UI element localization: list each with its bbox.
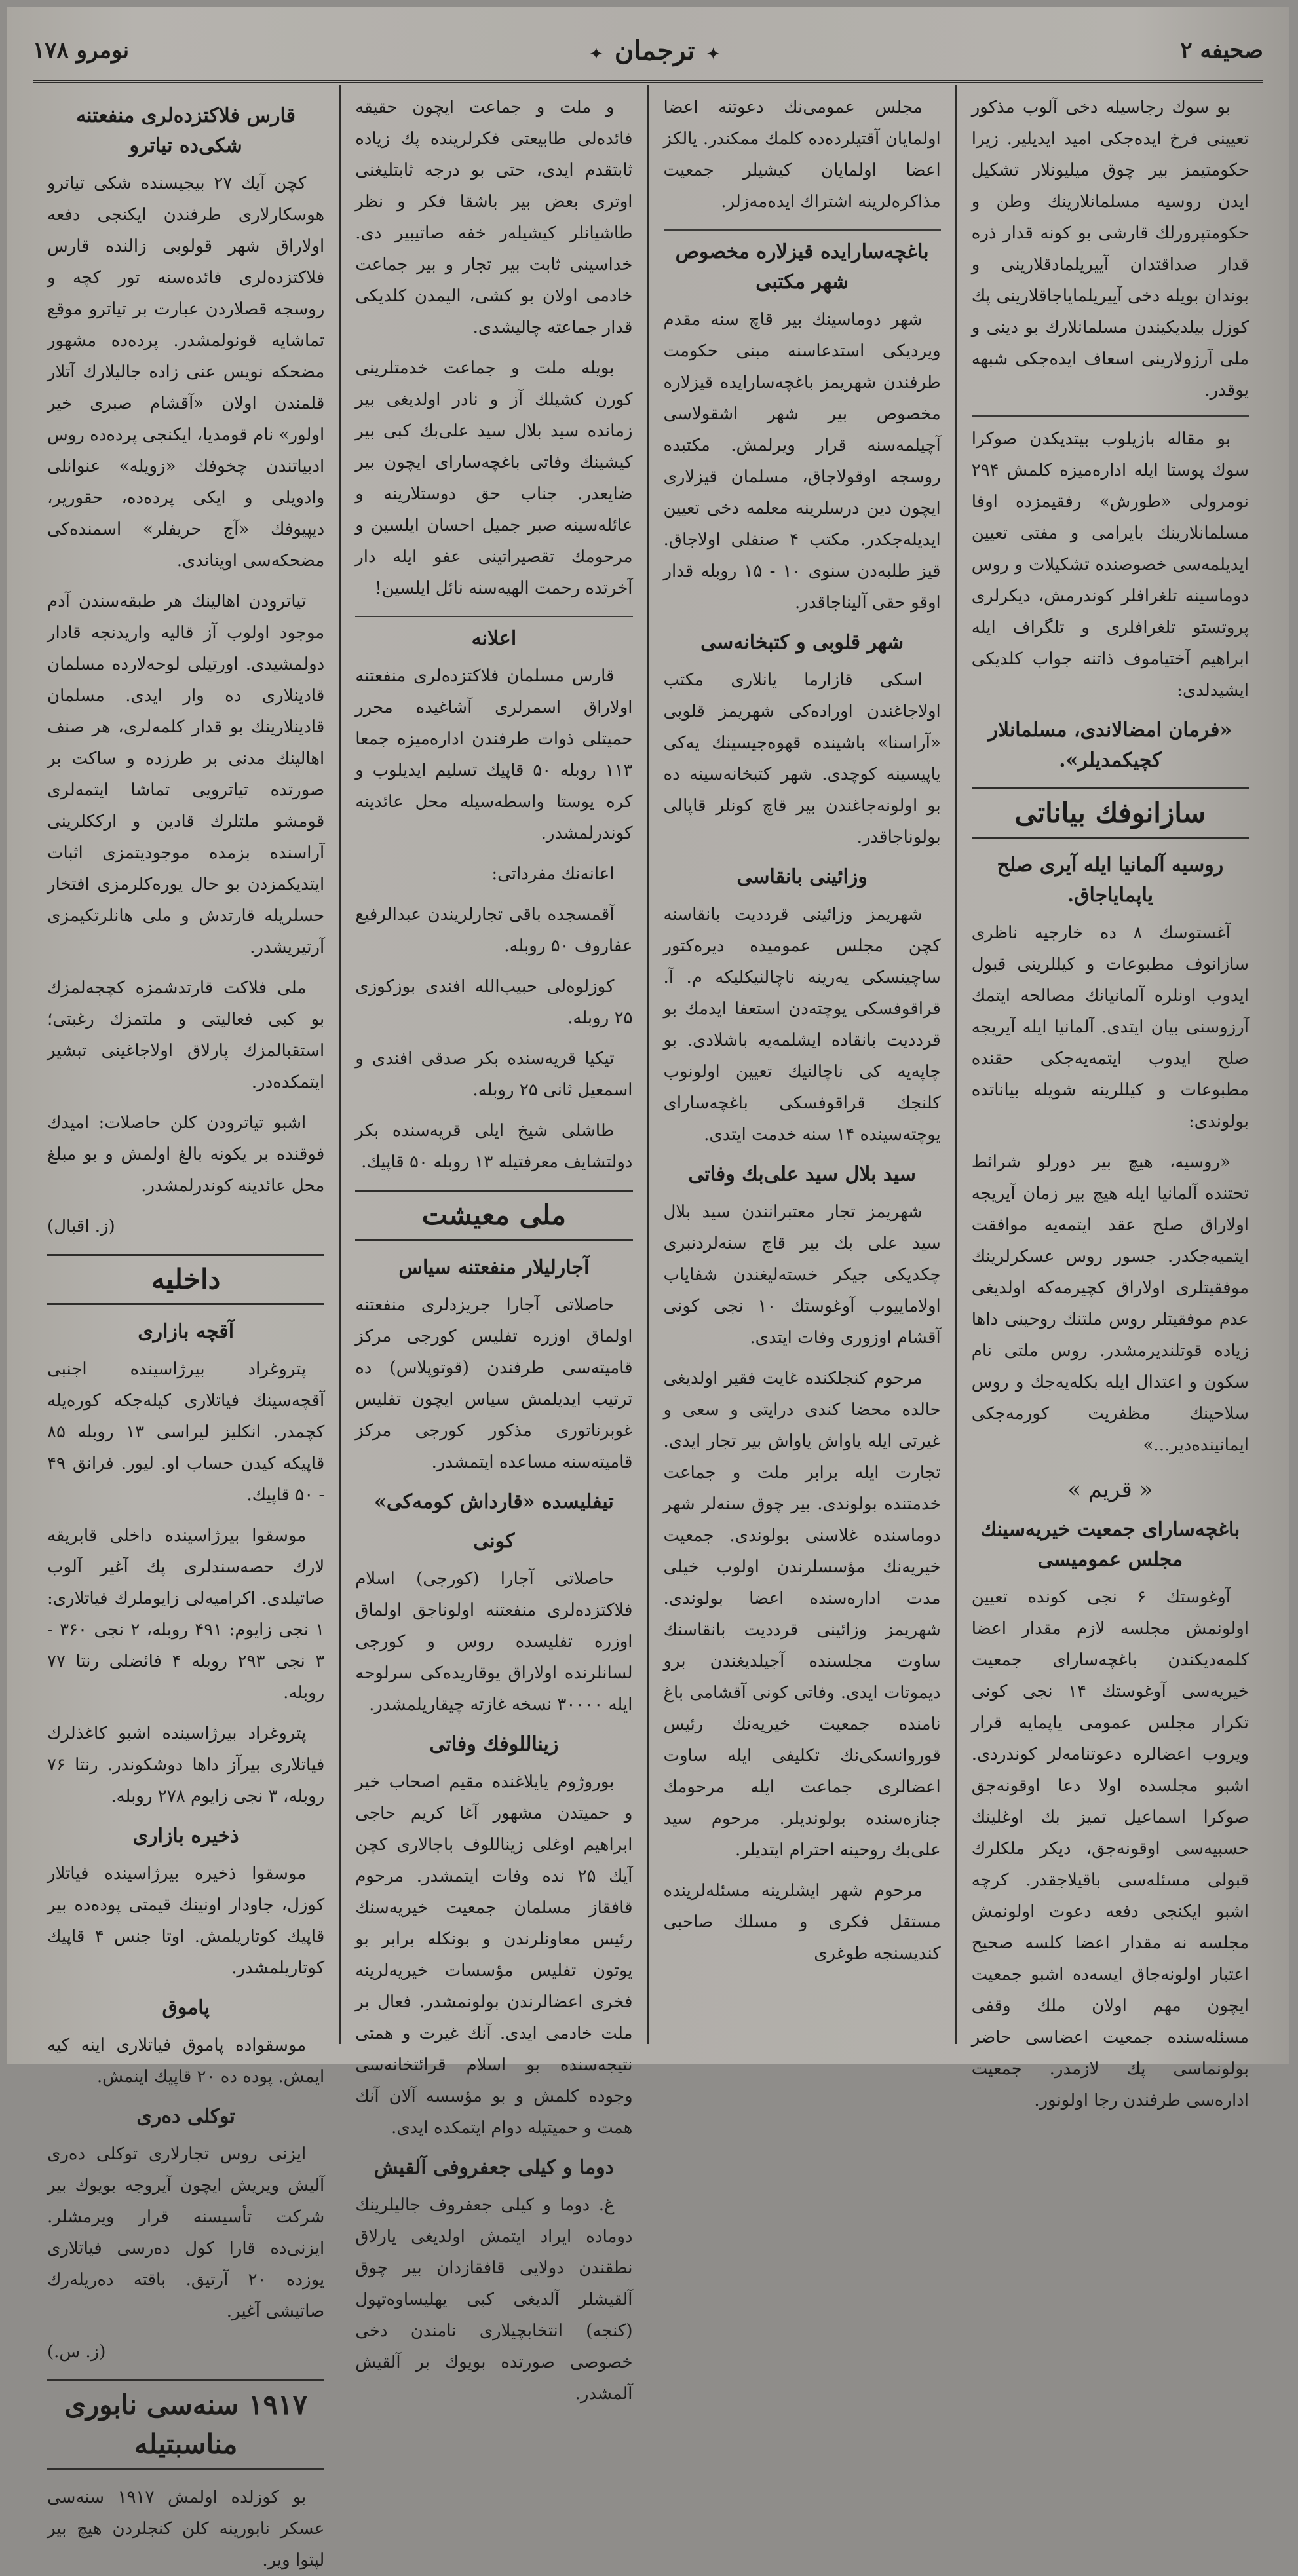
masthead-title: ترجمان [614,35,695,66]
ornament-icon: ✦ [589,44,603,64]
article-paragraph: شهریمز تجار معتبرانندن سید بلال سید علی بك بیر قاچ سنه‌لردنبری چكدیكی جیكر خسته‌لیغندن شفایاب اولاماییوب آوغوستك ۱۰ نجی كونی آقشام اوزوری وفات ایتدی. [663,1202,941,1348]
author-signature: (ز. س.) [47,2342,106,2362]
section-title-domestic: داخلیه [47,1254,324,1305]
headline-jafarov-applause: دوما و كیلی جعفروفی آلقیش [373,2156,614,2179]
masthead [581,35,728,66]
article-paragraph: ملی فلاكت قارتدشمزه كچجه‌لمزك بو كبی فعالیتی و ملتمزك رغبتی؛ استقبالمزك پارلاق اولاجاغینی تبشیر ایتمكده‌در. [47,978,325,1092]
section-title-crimea: « قریم » [1067,1477,1153,1503]
article-paragraph: حاصلاتی آجارا جریزدلری منفعتنه اولماق اوزره تفلیس كورجی مركز قامیته‌سی طرفندن (قوتوپلاس) ده ترتیب ایدیلمش سیاس ایچون تفلیس غوبرناتوری مذكور كورجی مركز قامیته‌سنه مساعده ایتمشدر. [355,1295,633,1472]
section-title-national-life: ملی معیشت [355,1190,632,1241]
ornament-icon: ✦ [706,44,721,64]
columns [33,85,1263,2570]
article-paragraph: اسكی قازارما یانلاری مكتب اولاجاغندن اوراده‌كی شهریمز قلوبی «آراسنا» باشینده قهوه‌جیسینك یه‌كی یاپیسینه كوچدی. شهر كتبخانه‌سینه ده بو اولونه‌جاغندن بیر قاچ كونلر قاپالی بولوناجاقدر. [663,670,941,847]
article-paragraph: شهر دوماسینك بیر قاچ سنه مقدم ویردیكی استدعاسنه مبنی حكومت طرفندن شهریمز باغچه‌سارایده قیزلاره مخصوص بیر شهر اشقولاسی آچیلمه‌سنه قرار ویرلمش. مكتبده روسجه اوقولاجاق، مسلمان قیزلاری ایچون دین درسلرینه معلمه دخی تعیین ایدیله‌جكدر. مكتب ۴ صنفلی اولاجاق. قیز طلبه‌دن سنوی ۱۰ - ۱۵ روبله قدار اوقو حقی آلیناجاقدر. [663,310,941,613]
article-paragraph: غ. دوما و كیلی جعفروف جالیلرینك دوماده ایراد ایتمش اولدیغی یارلاق نطقندن دولایی قافقازدان بیر چوق آلقیشلر آلدیغی كبی یهلیساوه‌تپول (كنجه) انتخابچیلاری نامندن دخی خصوصی صورتده بویوك بر آلقیش آلمشدر. [355,2195,633,2404]
article-paragraph: مرحوم شهر ایشلرینه مسئله‌لرینده مستقل فكری و مسلك صاحبی كندیسنجه طوغری [663,1881,941,1963]
donation-item: تیكیا قریه‌سنده بكر صدقی افندی و اسمعیل ثانی ۲۵ روبله. [355,1049,633,1100]
headline-day: كونی [473,1530,515,1553]
article-paragraph: شهریمز وزائینی قرددیت بانقاسنه كچن مجلس عمومیده دیرەكتور ساچینسكی یه‌رینه ناچالنیكلیكه م. آ. قراقوفسكی یوچته‌دن استعفا ایدمك بو قرددیت بانقاده ایشلمه‌یه باشلادی. بو چاپه‌یه كی ناچالنیك تعیین اولونوب كلنجك قراقوفسكی باغچه‌سارای یوچته‌سینده ۱۴ سنه خدمت ایتدی. [663,905,941,1145]
column-4 [33,85,339,2570]
headline-announcement: اعلانه [355,616,632,654]
article-paragraph: مرحوم كنجلكنده غایت فقیر اولدیغی حالده محضا كندی درایتی و سعی و غیرتی ایله یاواش یاواش بیر تجار ایدی. تجارت ایله برابر ملت و جماعت خدمتنده بولوندی. بیر چوق سنه‌لر شهر دوماسنده غلاسنی بولوندی. جمعیت خیریه‌نك مؤسسلرندن اولوب خیلی مدت اداره‌سنده اعضا بولوندی. شهریمز وزائینی قرددیت بانقاسنك ساوت مجلسنده آجیلدیغندن برو دیموتات ایدی. وفاتی كونی آقشامی باغ نامنده جمعیت خیریه‌نك رئیس قوروانسكی‌نك تكلیفی ایله ساوت اعضالری جماعت ایله مرحومك جنازه‌سنده بولوندیلر. مرحوم سید علی‌بك روحینه احترام ایتدیلر. [663,1369,941,1860]
donation-item: طاشلی شیخ ایلی قریه‌سنده بكر دولتشایف معرفتیله ۱۳ روبله ۵۰ قاپیك. [355,1121,633,1172]
article-paragraph: كچن آیك ۲۷ بیجیسنده شكی تیاترو هوسكارلاری طرفندن ایكنجی دفعه اولاراق شهر قولوبی زالنده قارس فلاكتزده‌لری فائده‌سنه تور كچه و روسجه قصلاردن عبارت بر تیاترو موقع تماشایه قونولمشدر. پرده‌ده مشهور مضحكه نویس عنی زاده جالیلارك آتلار قلمندن اولان «آقشام صبری خیر اولور» نام قومدیا، ایكنجی پرده‌ده روس ادبیاتندن چخوفك «زویله» عنوانلی وادویلی و ایكی پرده‌ده، حقوریر، دیپیوفك «آج حریفلر» اسمنده‌كی مضحكه‌سی اویناندی. [47,174,325,571]
article-paragraph: اعانه‌نك مفرداتی: [491,864,615,884]
article-paragraph: موسقواده پاموق فیاتلاری اینه كیه ایمش. پوده ده ۲۰ قاپیك اینمش. [47,2036,325,2087]
article-paragraph: بو مقاله بازیلوب بیتدیكدن صوكرا سوك پوستا ایله اداره‌میزه كلمش ۲۹۴ نومرولی «طورش» رفقیمزده اوفا مسلمانلارینك بایرامی و مفتی تعیین ایدیلمه‌سی خصوصنده تشكیلات و روس دوماسینه تلغرافلر كوندرمش، دیكرلری پروتستو تلغرافلری و تلگراف ایله ابراهیم آختیاموف ذاتنه جواب كلدیكی ایشیدلدی: [972,415,1249,706]
donation-item: آقمسجده باقی تجارلریندن عبدالرفیع عفاروف ۵۰ روبله. [355,905,633,956]
article-paragraph: بو سوك رجاسیله دخی آلوب مذكور تعیینی فرخ ایده‌جكی امید ایدیلیر. زیرا حكومتیمز بیر چوق میلیونلار تشكیل ایدن روسیه مسلمانلارینك وطن و حكومتپرورلك قارشی بو كونه قدار ذره قدار صداقتدان آییریلما‌دقلارینی و بوندان بویله دخی آییریلمایاجاقلارینی پك كوزل بیلدیكیندن مسلمانلارك بو دینی و ملی آرزولارینی اسعاف ایده‌جكی شبهه یوقدر. [971,98,1249,400]
article-paragraph: بویله ملت و جماعت خدمتلرینی كورن كشیلك آز و نادر اولدیغی بیر زمانده سید بلال سید علی‌بك كبی بیر كیشینك وفاتی باغچه‌سارای ایچون بیر ضایعدر. جناب حق دوستلارینه و عائله‌سینه صبر جمیل احسان ایلسین و مرحومك تقصیراتینی عفو ایله دار آخرتده رحمت الهیه‌سنه نائل ایلسین! [355,358,633,598]
article-paragraph: بو كوزلده اولمش ۱۹۱۷ سنه‌سی عسكر نابورینه كلن كنجلردن هیچ بیر لپتوا ویر. [47,2488,325,2570]
article-paragraph: موسقوا ذخیره بیرژاسینده فیاتلار كوزل، جاودار اونینك قیمتی پوده‌ده بیر قاپیك كوتاریلمش. اوتا جنس ۴ قاپیك كوتاریلمشدر. [47,1864,325,1978]
headline-obituary: سید بلال سید علی‌بك وفاتی [688,1163,916,1186]
article-paragraph: موسقوا بیرژاسینده داخلی قابریقه لارك حصه‌سندلری پك آغیر آلوب صاتیلدی. اكرامیه‌لی زایوملرك فیاتلاری: ۱ نجی زایوم: ۴۹۱ روبله، ۲ نجی ۳۶۰ - ۳ نجی ۲۹۳ روبله ۴ فائضلی رنتا ۷۷ روبله. [47,1526,325,1703]
article-paragraph: ایزنی روس تجارلاری توكلی دەری آلیش ویریش ایچون آیروجه بویوك بیر شركت تأسیسنه قرار ویرمشلر. ایزنی‌ده قارا كول دەرسی فیاتلاری یوزده ۲۰ آرتیق. باقته دەریلەرك صاتیشی آغیر. [47,2144,325,2321]
article-paragraph: بوروژوم یایلاغنده مقیم اصحاب خیر و حمیتدن مشهور آغا كریم حاجی ابراهیم اوغلی زیناللوف باجالاری كچن آیك ۲۵ نده وفات ایتمشدر. مرحوم قافقاز مسلمان جمعیت خیریه‌سنك رئیس معاونلرندن و بونكله برابر بو یوتون تفلیس مؤسسات خیریه‌لرینه فخری اعضالرندن بولونمشدر. فعال بر ملت خادمی ایدی. آنك غیرت و همتی نتیجه‌سنده بو اسلام قرائتخانه‌سی وجوده كلمش و بو مؤسسه آلان آنك همت و حمیتیله دوام ایتمكده ایدی. [355,1772,633,2138]
headline-ajara-show: آجارلیلار منفعتنه سیاس [398,1256,590,1279]
article-paragraph: قارس مسلمان فلاكتزده‌لری منفعتنه اولاراق اسمرلری آشاغیده محرر حمیتلی ذوات طرفندن اداره‌میزه جمعا ۱۱۳ روبله ۵۰ قاپیك تسلیم ایدیلوب و كره یوستا واسطه‌سیله محل عائدینه كوندرلمشدر. [355,666,633,843]
issue-number-label: نومرو ۱۷۸ [33,37,130,64]
headline-sazonov: سازانوفك بیاناتی [972,787,1249,839]
headline-grain-market: ذخیره بازاری [132,1825,239,1847]
article-paragraph: مجلس عمومی‌نك دعوتنه اعضا اولمایان آقتیلرده‌ده كلمك ممكندر. یالكز اعضا اولمایان كیشیلر جمعیت مذاكره‌لرینه اشتراك ایده‌مه‌زلر. [663,98,941,212]
quote-line: «فرمان امضالاندی، مسلمانلار كچیكمدیلر». [988,719,1232,772]
column-1 [955,85,1263,2110]
headline-charity-meeting: باغچه‌سارای جمعیت خیریه‌سینك مجلس عمومیسی [980,1518,1240,1571]
headline-money-market: آقچه بازاری [138,1320,235,1343]
donation-item: كوزلوه‌لی حبیب‌الله افندی بوزكوزی ۲۵ روبله. [355,977,633,1028]
article-paragraph: پتروغراد بیرژاسینده اجنبی آقچه‌سینك فیاتلاری كیله‌جكه كوره‌یله كچمدر. انكلیز لیراسی ۱۳ روبله ۸۵ قاپیكه كیدن حساب او. لیور. فرانق ۴۹ - ۵۰ قاپیك. [47,1359,325,1505]
subheadline: روسیه آلمانیا ایله آیری صلح یاپمایاجاق. [997,854,1224,907]
running-head [33,21,1263,83]
headline-sheepskin: توكلی دەری [136,2105,235,2128]
article-paragraph: و ملت و جماعت ایچون حقیقه فائده‌لی طابیعتی فكرلرینده پك زیاده ثابتقدم ایدی، حتی بو درجه ثابتلیغنی اوتری بعض بیر باشقا فكر و نظر طاشیانلر كیشیله‌ر خفه صاتیبیر دی. خداسینی ثابت بیر تجار و بیر جماعت خادمی اولان بو كشی، الیمدن كلدیكی قدار جماعته چالیشدی. [355,98,633,337]
article-paragraph: تیاترودن اهالینك هر طبقه‌سندن آدم موجود اولوب آز قالیه واریدنجه قادار دولمشیدی. اورتیلی لوحه‌لارده مسلمان قادینلاری ده وار ایدی. مسلمان قادینلارینك بو قدار كلمه‌لری، هر صنف اهالینك مدنی بر طرزده و ساكت بر صورتده تیاترویی تماشا ایتمه‌لری قومشو ملتلرك قادین و ارككلرینی آراسنده بزمده موجودیتمزی اثبات ایتدیكمزدن بو حال یوره‌كلرمزی افتخار حسلریله قارتدش و ملی هانلرتكیمزی آرتیریشدر. [47,592,325,957]
article-paragraph: پتروغراد بیرژاسینده اشبو كاغذلرك فیاتلاری بیرآز داها دوشكوندر. رنتا ۷۶ روبله، ۳ نجی زایوم ۲۷۸ روبله. [47,1724,325,1806]
headline-zeynalov-death: زیناللوفك وفاتی [429,1733,559,1756]
column-3 [339,85,647,2404]
article-paragraph: اشبو تیاترودن كلن حاصلات: امیدك فوقنده بر یكونه بالغ اولمش و بو مبلغ محل عائدینه كوندرلمشدر. [47,1113,325,1196]
article-paragraph: حاصلاتی آجارا (كورجی) اسلام فلاكتزده‌لری منفعتنه اولوناجق اولماق اوزره تفلیسده روس و كورجی لسانلرنده اولاراق یوقاریده‌كی سرلوحه ایله ۳۰۰۰۰ نسخه غازته چیقاریلمشدر. [355,1569,633,1714]
newspaper-page [7,7,1289,2570]
headline-bank: وزائینی بانقاسی [736,865,868,888]
headline-girls-school: باغچه‌سارایده قیزلاره مخصوص شهر مكتبی [664,229,941,297]
article-paragraph: آوغوستك ۶ نجی كونده تعیین اولونمش مجلسه لازم مقدار اعضا كلمه‌دیكندن باغچه‌سارای جمعیت خیریه‌سی آوغوستك ۱۴ نجی كونی تكرار مجلس عمومی یاپمایه قرار ویروب اعضالره دعوتنامه‌لر كوندردی. اشبو مجلسده اولا دعا اوقونه‌جق صوكرا اسماعیل تمیز بك اوغلینك حسبیه‌سی اوقونه‌جق، دیكر ملكلرك قبولی مسئله‌سی باقیلاجقدر. كرچه اشبو ایكنجی دفعه دعوت اولونمش مجلسه نه مقدار اعضا كلسه صحیح اعتبار اولونه‌جاق ایسه‌ده اشبو جمعیت ایچون مهم اولان ملك وقفی مسئله‌سنده جمعیت اعضاسی حاضر بولونماسی پك لازمدر. جمعیت اداره‌سی طرفندن رجا اولونور. [971,1587,1249,2110]
headline-1917-draft: ۱۹۱۷ سنه‌سی نابوری مناسبتیله [47,2379,324,2470]
headline-cotton: پاموق [162,1996,210,2019]
headline-brother-help: تیفلیسده «قارداش كومه‌كی» [374,1490,614,1513]
article-paragraph: آغستوسك ۸ ده خارجیه ناظری سازانوف مطبوعات و كیللرینی قبول ایدوب اونلره آلمانیانك مصالحه ایتمك آرزوسنی بیان ایتدی. آلمانیا ایله آیریجه صلح ایدوب ایتمه‌یه‌جكی حقنده مطبوعات و كیللرینه شویله بیاناتده بولوندی: [971,923,1249,1131]
column-2 [647,85,955,2044]
headline-kars-theatre: قارس فلاكتزده‌لری منفعتنه شكی‌ده تیاترو [76,104,296,157]
article-paragraph: «روسیه، هیچ بیر دورلو شرائط تحتنده آلمانیا ایله هیچ بیر زمان آیریجه اولاراق صلح عقد ایتمه‌یه موافقت ایتمیه‌جكدر. جسور روس عسكرلرینك موفقیتلری اولاراق كچیرمه‌كه اولدیغی عدم موفقیتلر روس ملتنك روحینی داها زیاده قوتلندیرمشدر. روس ملتی نام سكون و اعتدال ایله بكله‌یه‌جك و روس سلاحینك مظفریت كورمه‌جكی ایمانینده‌دیر...» [971,1152,1249,1455]
headline-club-library: شهر قلوبی و كتبخانه‌سی [700,631,904,654]
page-number-label: صحیفه ۲ [1180,37,1263,64]
author-signature: (ز. اقبال) [47,1217,115,1236]
